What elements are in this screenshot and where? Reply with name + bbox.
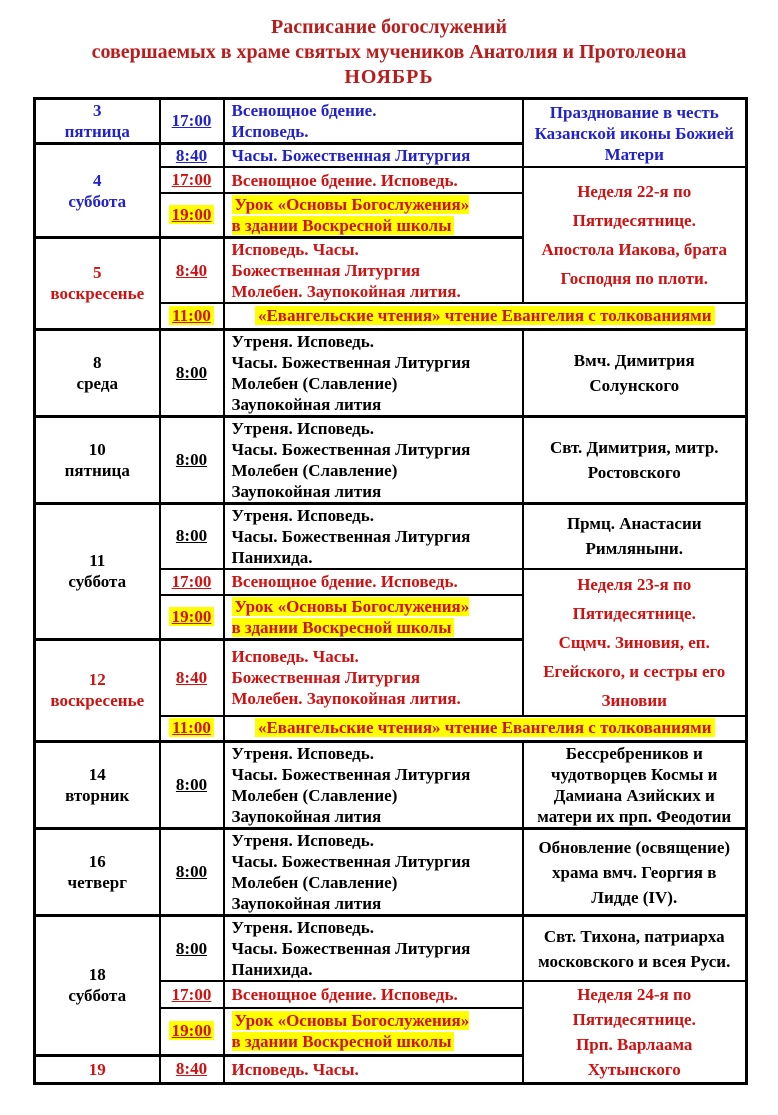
gospel-readings-cell <box>224 303 747 329</box>
services-text: Исповедь. Часы. Божественная Литургия Молебен. Заупокойная лития. <box>231 240 461 301</box>
time-cell <box>160 716 224 742</box>
time-value: 17:00 <box>171 571 212 591</box>
feast-cell-week22 <box>523 167 747 303</box>
services-text: Часы. Божественная Литургия <box>231 146 471 165</box>
services-cell <box>224 416 523 503</box>
time-cell <box>160 193 224 238</box>
services-text: Утреня. Исповедь. Часы. Божественная Литургия Молебен (Славление) Заупокойная лития <box>231 331 471 414</box>
date-weekday: суббота <box>68 191 127 211</box>
page-title <box>0 15 778 90</box>
services-cell <box>224 916 523 982</box>
time-cell <box>160 303 224 329</box>
feast-text: Вмч. Димитрия Солунского <box>573 350 695 395</box>
date-cell-nov4 <box>35 144 160 238</box>
date-number: 5 <box>93 263 102 283</box>
time-cell <box>160 167 224 193</box>
services-text: Утреня. Исповедь. Часы. Божественная Литургия Панихида. <box>231 505 471 567</box>
feast-text: Свт. Димитрия, митр. Ростовского <box>549 437 719 482</box>
services-text: Исповедь. Часы. <box>231 1059 359 1079</box>
gospel-readings-text: «Евангельские чтения» чтение Евангелия с толкованиями <box>255 306 715 325</box>
date-number: 8 <box>93 352 102 372</box>
services-cell <box>224 639 523 716</box>
services-text: Всенощное бдение. Исповедь. <box>231 985 458 1005</box>
time-value-highlighted: 19:00 <box>169 205 215 224</box>
time-value-highlighted: 19:00 <box>169 1021 215 1040</box>
time-cell <box>160 1055 224 1083</box>
feast-cell-kazan <box>523 99 747 168</box>
time-cell <box>160 916 224 982</box>
time-value: 8:40 <box>175 145 208 165</box>
time-value: 8:00 <box>175 362 208 382</box>
feast-text: Бессребреников и чудотворцев Космы и Дамиана Азийских и матери их прп. Феодотии <box>537 744 732 826</box>
time-value: 17:00 <box>171 984 212 1004</box>
date-number: 18 <box>88 965 106 985</box>
date-weekday: четверг <box>67 873 127 892</box>
time-value: 8:40 <box>175 667 208 687</box>
services-cell <box>224 193 523 238</box>
date-weekday: пятница <box>64 122 130 141</box>
feast-text: Неделя 24-я по Пятидесятнице. Прп. Варлаама Хутынского <box>572 985 696 1079</box>
time-value: 8:00 <box>175 449 208 469</box>
services-text: Утреня. Исповедь. Часы. Божественная Литургия Молебен (Славление) Заупокойная лития <box>231 831 471 913</box>
row-nov8 <box>35 329 747 416</box>
date-number: 14 <box>88 765 106 784</box>
services-cell <box>224 503 523 569</box>
date-cell-nov19 <box>35 1055 160 1083</box>
row-nov10 <box>35 416 747 503</box>
date-weekday: суббота <box>68 986 127 1006</box>
time-cell <box>160 742 224 829</box>
row-nov16 <box>35 829 747 916</box>
services-text-highlighted: Урок «Основы Богослужения» в здании Воскресной школы <box>231 195 470 235</box>
feast-cell-dimitri-solunsky <box>523 329 747 416</box>
time-value-highlighted: 11:00 <box>169 718 214 737</box>
time-cell <box>160 238 224 304</box>
time-value: 8:00 <box>175 775 208 794</box>
feast-text: Неделя 22-я по Пятидесятнице. Апостола Иакова, брата Господня по плоти. <box>541 182 727 288</box>
date-weekday: вторник <box>65 786 130 805</box>
services-cell <box>224 1008 523 1055</box>
date-weekday: воскресенье <box>50 284 145 304</box>
services-cell <box>224 99 523 144</box>
feast-cell-anastasia <box>523 503 747 569</box>
date-cell-nov10 <box>35 416 160 503</box>
time-cell <box>160 829 224 916</box>
time-cell <box>160 329 224 416</box>
title-month: НОЯБРЬ <box>344 66 434 88</box>
time-cell <box>160 1008 224 1055</box>
feast-cell-week23 <box>523 569 747 716</box>
row-nov11-morning <box>35 503 747 569</box>
row-nov18-morning <box>35 916 747 982</box>
date-number: 11 <box>89 551 106 570</box>
time-value-highlighted: 11:00 <box>169 306 214 325</box>
time-value: 17:00 <box>171 170 212 189</box>
title-line-2: совершаемых в храме святых мучеников Анатолия и Протолеона <box>91 41 687 63</box>
time-value: 8:00 <box>175 938 208 958</box>
time-cell <box>160 416 224 503</box>
time-cell <box>160 569 224 595</box>
feast-text: Прмц. Анастасии Римляныни. <box>566 514 702 558</box>
time-cell <box>160 595 224 640</box>
date-weekday: суббота <box>68 572 127 591</box>
services-text: Утреня. Исповедь. Часы. Божественная Литургия Молебен (Славление) Заупокойная лития <box>231 418 471 501</box>
services-cell <box>224 329 523 416</box>
feast-text: Свт. Тихона, патриарха московского и всея Руси. <box>538 926 731 971</box>
date-cell-nov8 <box>35 329 160 416</box>
date-cell-nov12 <box>35 639 160 742</box>
services-cell <box>224 1055 523 1083</box>
services-cell <box>224 595 523 640</box>
time-cell <box>160 144 224 168</box>
services-cell <box>224 742 523 829</box>
feast-cell-dimitri-rostovsky <box>523 416 747 503</box>
time-value: 17:00 <box>171 111 212 130</box>
services-cell <box>224 829 523 916</box>
date-weekday: среда <box>76 373 118 393</box>
date-weekday: воскресенье <box>50 691 145 711</box>
date-cell-nov16 <box>35 829 160 916</box>
date-cell-nov14 <box>35 742 160 829</box>
row-nov14 <box>35 742 747 829</box>
services-text: Утреня. Исповедь. Часы. Божественная Литургия Молебен (Славление) Заупокойная лития <box>231 744 471 826</box>
date-number: 16 <box>88 852 106 871</box>
services-text-highlighted: Урок «Основы Богослужения» в здании Воскресной школы <box>231 596 470 637</box>
services-cell <box>224 238 523 304</box>
services-cell <box>224 981 523 1008</box>
feast-cell-kosma-damian <box>523 742 747 829</box>
feast-text: Неделя 23-я по Пятидесятнице. Сщмч. Зиновия, еп. Егейского, и сестры его Зиновии <box>543 574 726 710</box>
services-text: Утреня. Исповедь. Часы. Божественная Литургия Панихида. <box>231 918 471 979</box>
feast-text: Празднование в честь Казанской иконы Божией Матери <box>534 102 734 164</box>
time-cell <box>160 503 224 569</box>
services-text-highlighted: Урок «Основы Богослужения» в здании Воскресной школы <box>231 1011 470 1052</box>
feast-text: Обновление (освящение) храма вмч. Георгия в Лидде (IV). <box>538 837 731 907</box>
time-value: 8:40 <box>175 260 208 280</box>
time-value: 8:40 <box>175 1059 208 1079</box>
gospel-readings-cell <box>224 716 747 742</box>
date-number: 10 <box>88 439 106 459</box>
time-cell <box>160 639 224 716</box>
date-number: 19 <box>88 1059 106 1079</box>
date-cell-nov3 <box>35 99 160 144</box>
services-text: Исповедь. Часы. Божественная Литургия Молебен. Заупокойная лития. <box>231 647 461 708</box>
services-text: Всенощное бдение. Исповедь. <box>231 170 458 190</box>
date-number: 4 <box>93 170 102 190</box>
date-number: 12 <box>88 670 106 690</box>
time-value-highlighted: 19:00 <box>169 607 215 626</box>
date-cell-nov11 <box>35 503 160 639</box>
feast-cell-georgiy <box>523 829 747 916</box>
schedule-table <box>33 97 748 1085</box>
time-cell <box>160 981 224 1008</box>
gospel-readings-text: «Евангельские чтения» чтение Евангелия с толкованиями <box>255 718 715 737</box>
services-text: Всенощное бдение. Исповедь. <box>231 572 458 591</box>
time-value: 8:00 <box>175 526 208 545</box>
feast-cell-tikhon <box>523 916 747 982</box>
row-nov3 <box>35 99 747 144</box>
services-cell <box>224 167 523 193</box>
time-cell <box>160 99 224 144</box>
date-cell-nov5 <box>35 238 160 330</box>
services-cell <box>224 144 523 168</box>
date-number: 3 <box>93 101 102 120</box>
services-cell <box>224 569 523 595</box>
title-line-1: Расписание богослужений <box>270 16 508 38</box>
time-value: 8:00 <box>175 862 208 881</box>
date-weekday: пятница <box>64 460 130 480</box>
feast-cell-week24 <box>523 981 747 1084</box>
date-cell-nov18 <box>35 916 160 1056</box>
services-text: Всенощное бдение. Исповедь. <box>231 101 377 141</box>
